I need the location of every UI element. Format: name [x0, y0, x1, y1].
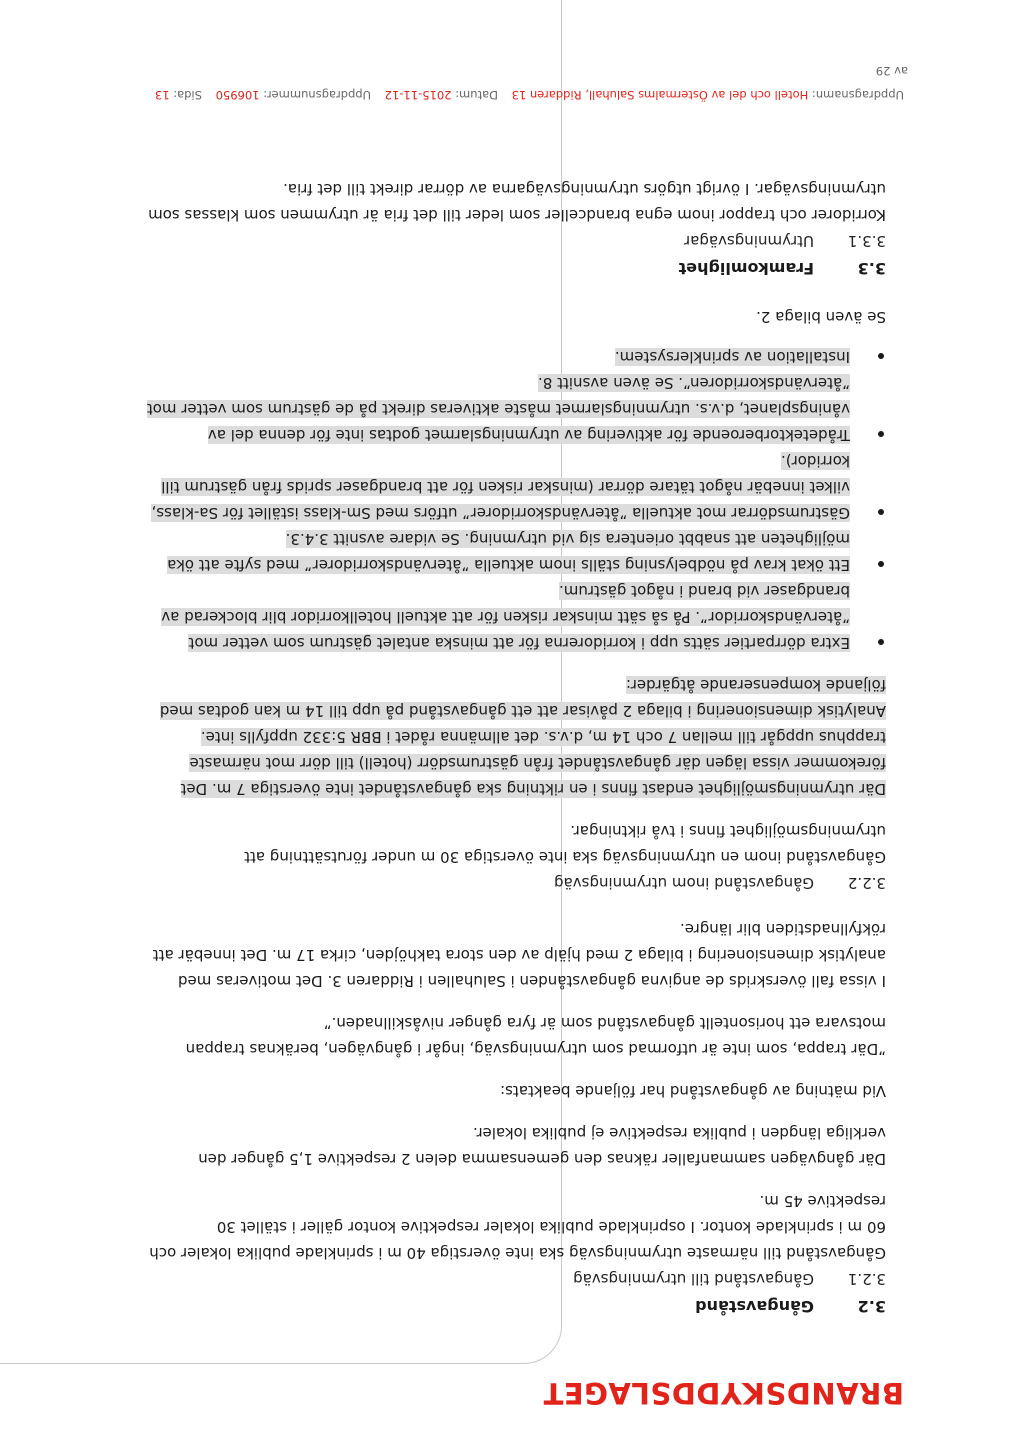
section-number: 3.3	[857, 259, 886, 278]
assignment-number-label: Uppdragsnummer:	[263, 88, 372, 102]
list-item-text: Extra dörrpartier sätts upp i korridorerna för att minska antalet gästrum som vetter mot ”återvändskorridor”. På så sätt minskar risken för att aktuell hotellkorridor blir blockerad av brandgaser vid brand i något gästrum.	[161, 582, 850, 652]
list-item-text: Gästrumsdörrar mot aktuella ”återvändskorridorer” utförs med Sm-klass istället för Sa-klass, vilket innebär något tätare dörrar (minskar risken för att brandgaser sprids från gästrum till korridor).	[151, 452, 850, 522]
paragraph: Gångavstånd till närmaste utrymningsväg ska inte överstiga 40 m i sprinklade publika lokaler och 60 m i sprinklade kontor. I osprinklade publika lokaler respektive kontor gäller i stället 30 respektive 45 m.	[149, 1192, 886, 1262]
paragraph: Gångavstånd inom en utrymningsväg ska inte överstiga 30 m under förutsättning att utrymningsmöjlighet finns i två riktningar.	[244, 822, 886, 866]
section-3-2-heading	[146, 1292, 886, 1320]
highlighted-line: följande kompenserande åtgärder:	[625, 676, 886, 694]
assignment-number-value: 106950	[215, 88, 260, 102]
paragraph: I vissa fall överskrids de angivna gångavstånden i Saluhallen i Riddaren 3. Det motiveras med analytisk dimensionering i bilaga 2 med hjälp av den stora takhöjden, cirka 17 m. Det innebär att rökfyllnadstiden blir längre.	[152, 920, 886, 990]
highlighted-paragraph	[146, 672, 886, 802]
section-3-2-2-heading	[146, 870, 886, 896]
list-item-text: Trådetektorberoende för aktivering av utrymningslarmet godtas inte för denna del av våningsplanet, d.v.s. utrymningslarmet måste aktiveras direkt på de gästrum som vetter mot ”återvändskorridoren”. Se även avsnitt 8.	[146, 374, 850, 444]
section-3-3-1-heading	[146, 228, 886, 254]
subsection-title: Gångavstånd inom utrymningsväg	[554, 874, 814, 892]
page-number-value: 13	[154, 88, 170, 102]
list-item	[146, 344, 886, 370]
page-footer	[114, 88, 904, 102]
assignment-label: Uppdragsnamn:	[811, 88, 904, 102]
compensating-measures-list	[146, 344, 886, 656]
highlighted-line: trapphus uppgår till mellan 7 och 14 m, d.v.s. det allmänna rådet i BBR 5:332 uppfylls inte.	[200, 728, 886, 746]
list-item	[146, 526, 886, 578]
paragraph: Korridorer och trappor inom egna brandceller som leder till det fria är utrymmen som klassas som utrymningsvägar. I övrigt utgörs utrymningsvägarna av dörrar direkt till det fria.	[148, 180, 886, 224]
date-label: Datum:	[455, 88, 498, 102]
highlighted-line: Analytisk dimensionering i bilaga 2 påvisar att ett gångavstånd på upp till 14 m kan godtas med	[159, 702, 886, 720]
subsection-title: Gångavstånd till utrymningsväg	[573, 1270, 814, 1288]
assignment-value: Hotell och del av Östermalms Saluhall, Riddaren 13	[511, 88, 809, 102]
paragraph: Vid mätning av gångavstånd har följande beaktats:	[500, 1082, 886, 1100]
date-value: 2015-11-12	[384, 88, 452, 102]
page-label: Sida:	[173, 88, 202, 102]
section-3-2-1-heading	[146, 1266, 886, 1292]
highlighted-line: förekommer vissa lägen där gångavståndet från gästrumsdörr (hotell) till dörr mot närmaste	[189, 754, 886, 772]
subsection-number: 3.2.2	[847, 874, 886, 892]
subsection-title: Utrymningsvägar	[684, 232, 814, 250]
list-item	[146, 370, 886, 448]
brandskyddslaget-logo: BRANDSKYDDSLAGET	[543, 1376, 904, 1410]
subsection-number: 3.3.1	[847, 232, 886, 250]
subsection-number: 3.2.1	[847, 1270, 886, 1288]
document-body	[146, 160, 886, 1320]
section-3-3-heading	[146, 254, 886, 282]
paragraph: Se även bilaga 2.	[756, 308, 886, 326]
section-number: 3.2	[857, 1297, 886, 1316]
page-total: av 29	[875, 64, 908, 78]
section-title: Framkomlighet	[678, 259, 814, 278]
section-title: Gångavstånd	[695, 1297, 814, 1316]
paragraph: Där gångvägen sammanfaller räknas den gemensamma delen 2 respektive 1,5 gånger den verkliga längden i publika respektive ej publika lokaler.	[198, 1124, 886, 1168]
list-item	[146, 578, 886, 656]
list-item-text: Ett ökat krav på nödbelysning ställs inom aktuella ”återvändskorridorer” med syfte att öka möjligheten att snabbt orientera sig vid utrymning. Se vidare avsnitt 3.4.3.	[167, 530, 850, 574]
highlighted-line: Där utrymningsmöjlighet endast finns i en riktning ska gångavståndet inte överstiga 7 m. Det	[180, 780, 886, 798]
list-item	[146, 448, 886, 526]
quote-paragraph: ”Där trappa, som inte är utformad som utrymningsväg, ingår i gångvägen, beräknas trappan motsvara ett horisontellt gångavstånd som är fyra gånger nivåskillnaden.”	[185, 1014, 886, 1058]
list-item-text: Installation av sprinklersystem.	[614, 348, 850, 366]
